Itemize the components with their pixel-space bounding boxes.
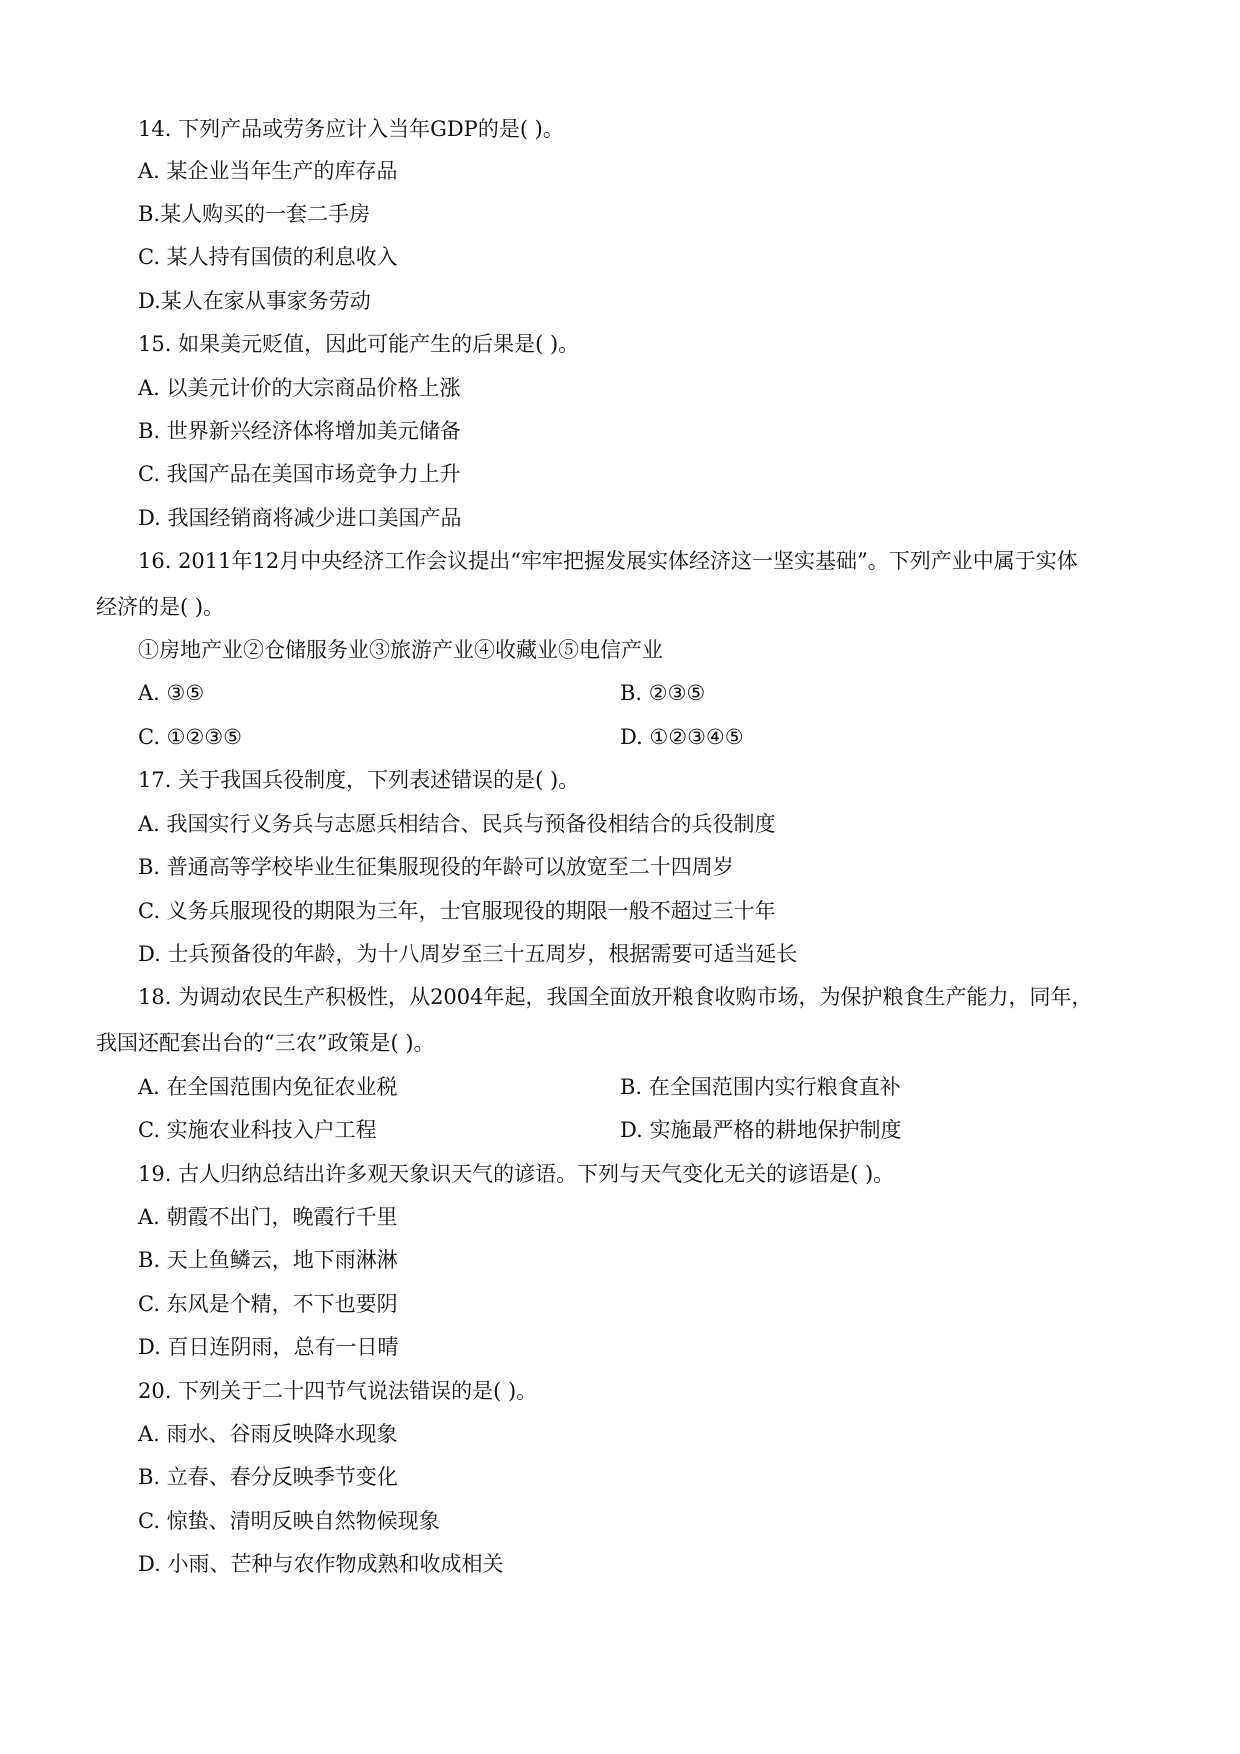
- question-18-option-d: D. 实施最严格的耕地保护制度: [620, 1118, 902, 1142]
- question-17-option-d: D. 士兵预备役的年龄，为十八周岁至三十五周岁，根据需要可适当延长: [138, 942, 798, 966]
- question-16-stem: 16. 2011年12月中央经济工作会议提出“牢牢把握发展实体经济这一坚实基础”。下列产业中属于实体: [138, 549, 1078, 573]
- question-16-option-c: C. ①②③⑤: [138, 725, 242, 749]
- question-17-stem: 17. 关于我国兵役制度，下列表述错误的是( )。: [138, 768, 580, 792]
- question-20-option-c: C. 惊蛰、清明反映自然物候现象: [138, 1509, 440, 1533]
- question-18-stem-continued: 我国还配套出台的“三农”政策是( )。: [96, 1031, 435, 1055]
- question-15-option-a: A. 以美元计价的大宗商品价格上涨: [138, 376, 461, 400]
- question-19-option-c: C. 东风是个精，不下也要阴: [138, 1292, 398, 1316]
- question-18-stem: 18. 为调动农民生产积极性，从2004年起，我国全面放开粮食收购市场，为保护粮食生产能力，同年，: [138, 985, 1093, 1009]
- question-16-option-d: D. ①②③④⑤: [620, 725, 744, 749]
- question-19-option-b: B. 天上鱼鳞云，地下雨淋淋: [138, 1248, 398, 1272]
- question-15-stem: 15. 如果美元贬值，因此可能产生的后果是( )。: [138, 332, 580, 356]
- question-17-option-b: B. 普通高等学校毕业生征集服现役的年龄可以放宽至二十四周岁: [138, 855, 734, 879]
- question-18-option-b: B. 在全国范围内实行粮食直补: [620, 1075, 901, 1099]
- question-20-option-a: A. 雨水、谷雨反映降水现象: [138, 1422, 398, 1446]
- question-19-option-a: A. 朝霞不出门，晚霞行千里: [138, 1205, 398, 1229]
- question-15-option-d: D. 我国经销商将减少进口美国产品: [138, 506, 462, 530]
- question-20-option-d: D. 小雨、芒种与农作物成熟和收成相关: [138, 1552, 504, 1576]
- question-15-option-c: C. 我国产品在美国市场竞争力上升: [138, 462, 461, 486]
- question-18-option-a: A. 在全国范围内免征农业税: [138, 1075, 398, 1099]
- question-19-stem: 19. 古人归纳总结出许多观天象识天气的谚语。下列与天气变化无关的谚语是( )。: [138, 1162, 895, 1186]
- question-14-option-d: D.某人在家从事家务劳动: [138, 289, 371, 313]
- question-16-statements: ①房地产业②仓储服务业③旅游产业④收藏业⑤电信产业: [138, 638, 663, 662]
- question-18-option-c: C. 实施农业科技入户工程: [138, 1118, 377, 1142]
- question-14-option-a: A. 某企业当年生产的库存品: [138, 159, 398, 183]
- question-20-option-b: B. 立春、春分反映季节变化: [138, 1465, 398, 1489]
- question-17-option-c: C. 义务兵服现役的期限为三年，士官服现役的期限一般不超过三十年: [138, 899, 776, 923]
- question-20-stem: 20. 下列关于二十四节气说法错误的是( )。: [138, 1379, 538, 1403]
- question-14-option-c: C. 某人持有国债的利息收入: [138, 245, 398, 269]
- question-14-stem: 14. 下列产品或劳务应计入当年GDP的是( )。: [138, 117, 564, 141]
- question-16-option-a: A. ③⑤: [138, 681, 205, 705]
- question-16-stem-continued: 经济的是( )。: [96, 595, 225, 619]
- question-14-option-b: B.某人购买的一套二手房: [138, 202, 371, 226]
- question-17-option-a: A. 我国实行义务兵与志愿兵相结合、民兵与预备役相结合的兵役制度: [138, 812, 776, 836]
- question-16-option-b: B. ②③⑤: [620, 681, 706, 705]
- question-19-option-d: D. 百日连阴雨，总有一日晴: [138, 1335, 399, 1359]
- question-15-option-b: B. 世界新兴经济体将增加美元储备: [138, 419, 461, 443]
